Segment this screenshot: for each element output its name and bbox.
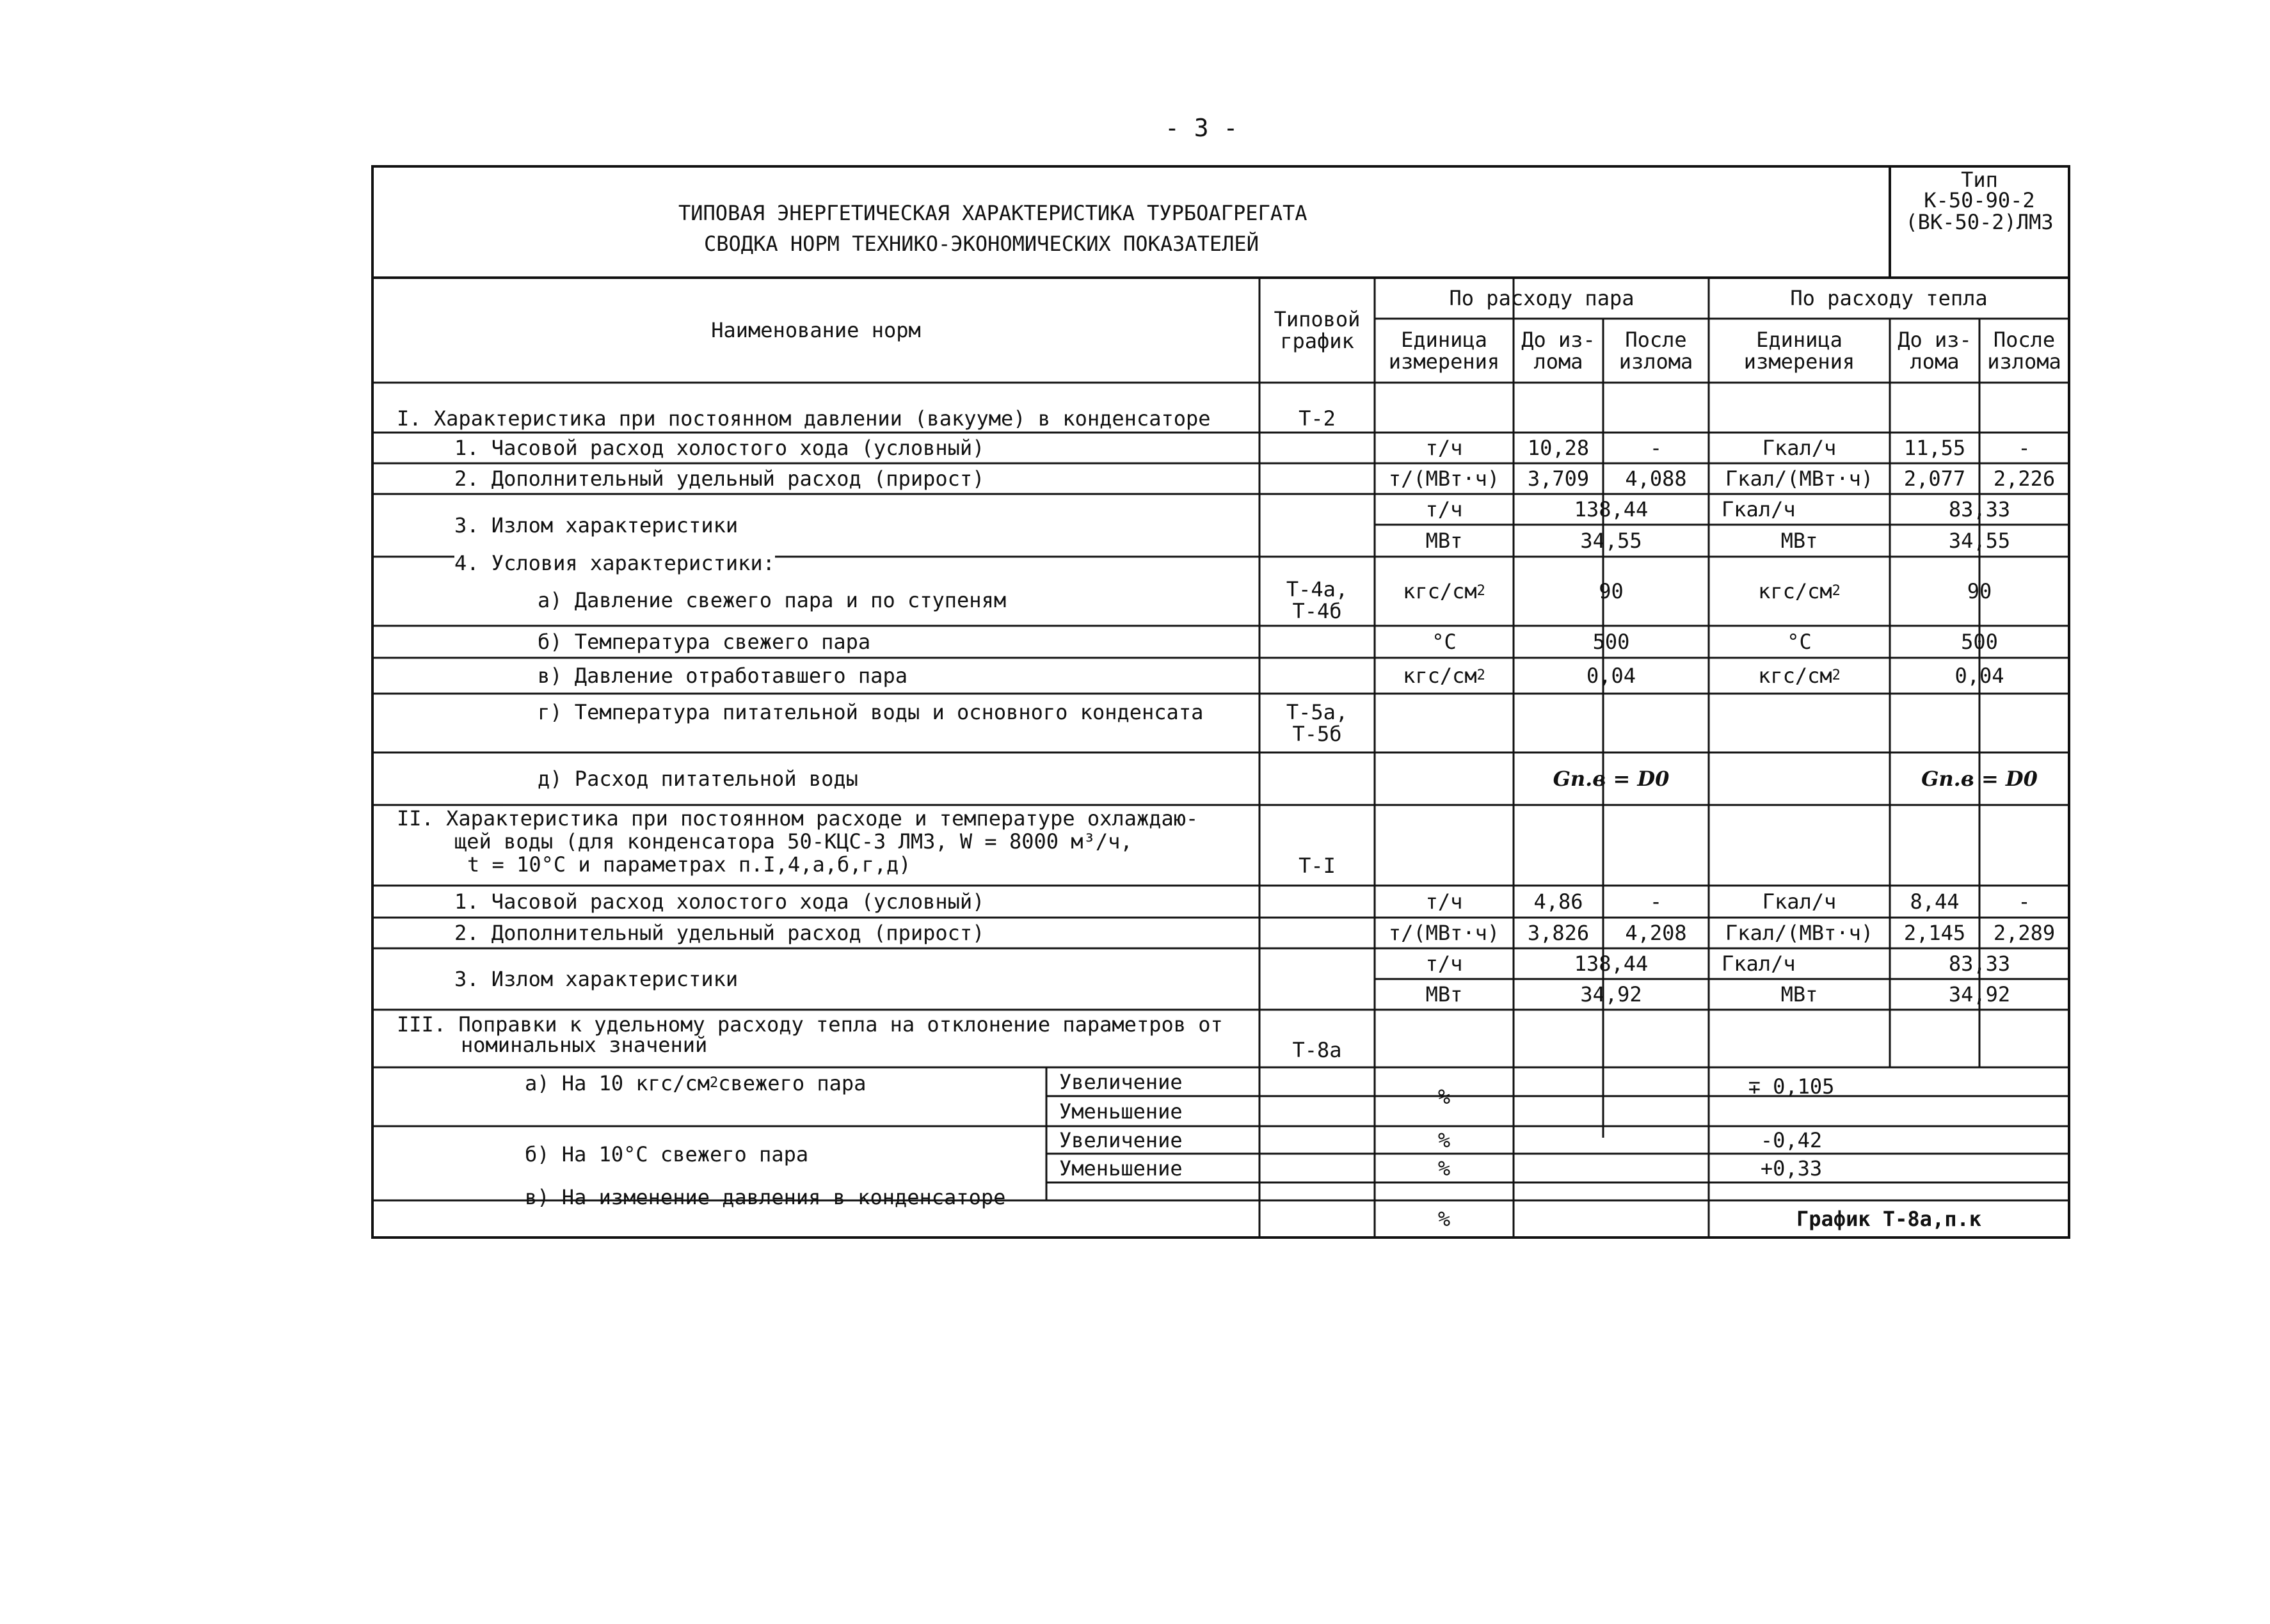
s1-row2-label: 2. Дополнительный удельный расход (прирост) — [454, 466, 985, 491]
s3-b-inc-unit: % — [1437, 1127, 1451, 1152]
col-steam-header: По расходу пара — [1449, 286, 1635, 310]
s1-row4d-steam-val: Gп.в = D0 — [1553, 767, 1670, 791]
s2-row1-steam-before: 4,86 — [1533, 889, 1583, 914]
s2-row1-heat-after: - — [2018, 889, 2031, 914]
col-name-header: Наименование норм — [711, 318, 921, 342]
s3-v-label: в) На изменение давления в конденсаторе — [525, 1185, 1006, 1209]
s1-row1-heat-before: 11,55 — [1903, 436, 1966, 460]
s2-row1-label: 1. Часовой расход холостого хода (условный) — [454, 889, 985, 914]
s1-row3-heat-val1: 83,33 — [1948, 497, 2011, 521]
s2-row3-steam-val2: 34,92 — [1580, 982, 1642, 1007]
s1-row4a-steam-unit: кгс/см 2 — [1403, 579, 1485, 603]
s1-row4g-graph: Т-5а, Т-5б — [1286, 700, 1348, 746]
s2-row3-steam-val1: 138,44 — [1574, 951, 1649, 976]
s1-row3-steam-unit2: МВт — [1425, 529, 1463, 553]
s1-row4a-label: а) Давление свежего пара и по ступеням — [538, 588, 1007, 612]
s2-row3-heat-unit2: МВт — [1780, 982, 1818, 1007]
s1-row4a-heat-unit: кгс/см 2 — [1758, 579, 1841, 603]
col-graph-header: Типовой график — [1274, 307, 1361, 353]
s3-a-decrease: Уменьшение — [1059, 1099, 1183, 1124]
s1-row2-heat-after: 2,226 — [1993, 466, 2056, 491]
s3-b-label: б) На 10°C свежего пара — [525, 1142, 809, 1166]
s1-row3-heat-unit1: Гкал/ч — [1722, 497, 1796, 521]
s3-v-value: График Т-8а,п.к — [1796, 1207, 1981, 1231]
norms-table — [371, 165, 2070, 1239]
s1-row4a-graph: Т-4а, Т-4б — [1286, 577, 1348, 623]
s3-v-unit: % — [1437, 1207, 1451, 1231]
s1-row4b-heat-unit: °C — [1787, 630, 1812, 654]
s2-row2-steam-after: 4,208 — [1625, 921, 1687, 945]
s3-a-unit: % — [1437, 1085, 1451, 1109]
s3-a-value: ∓ 0,105 — [1748, 1074, 1835, 1099]
s2-row2-heat-unit: Гкал/(МВт·ч) — [1725, 921, 1874, 945]
s2-row3-heat-val1: 83,33 — [1948, 951, 2011, 976]
s2-row2-label: 2. Дополнительный удельный расход (прирост) — [454, 921, 985, 945]
col-steam-after: После излома — [1619, 328, 1693, 374]
s2-row1-heat-before: 8,44 — [1910, 889, 1960, 914]
s1-row4b-heat-val: 500 — [1961, 630, 1998, 654]
s2-row2-steam-unit: т/(МВт·ч) — [1388, 921, 1500, 945]
section-2-line1: II. Характеристика при постоянном расходе и температуре охлаждаю- — [397, 806, 1199, 831]
s1-row4v-heat-unit: кгс/см 2 — [1758, 664, 1841, 688]
section-3-line2: номинальных значений — [461, 1033, 708, 1057]
s1-row1-heat-after: - — [2018, 436, 2031, 460]
s2-row1-steam-after: - — [1649, 889, 1663, 914]
s3-b-increase: Увеличение — [1059, 1127, 1183, 1152]
s1-row4v-heat-val: 0,04 — [1954, 664, 2004, 688]
s2-row3-heat-unit1: Гкал/ч — [1722, 951, 1796, 976]
s2-row2-steam-before: 3,826 — [1527, 921, 1590, 945]
s1-row4d-label: д) Расход питательной воды — [538, 767, 858, 791]
s1-row1-label: 1. Часовой расход холостого хода (условный) — [454, 436, 985, 460]
type-line2: (ВК-50-2)ЛМЗ — [1905, 210, 2054, 234]
s1-row1-steam-before: 10,28 — [1527, 436, 1590, 460]
s1-row3-steam-unit1: т/ч — [1425, 497, 1463, 521]
s1-row2-heat-unit: Гкал/(МВт·ч) — [1725, 466, 1874, 491]
section-1-title: I. Характеристика при постоянном давлении (вакууме) в конденсаторе — [397, 406, 1211, 431]
s2-row3-heat-val2: 34,92 — [1948, 982, 2011, 1007]
s3-b-dec-value: +0,33 — [1760, 1156, 1823, 1181]
page-number: - 3 - — [1165, 114, 1238, 142]
s1-row4v-steam-val: 0,04 — [1586, 664, 1636, 688]
s1-row4g-label: г) Температура питательной воды и основного конденсата — [538, 700, 1204, 724]
s1-row2-steam-unit: т/(МВт·ч) — [1388, 466, 1500, 491]
s3-b-inc-value: -0,42 — [1760, 1127, 1823, 1152]
section-2-graph: Т-I — [1299, 854, 1336, 878]
s1-row3-heat-unit2: МВт — [1780, 529, 1818, 553]
s1-row3-label: 3. Излом характеристики — [454, 513, 739, 537]
type-line1: К-50-90-2 — [1924, 188, 2035, 212]
section-3-line1: III. Поправки к удельному расходу тепла на отклонение параметров от — [397, 1012, 1223, 1037]
col-steam-unit: Единица измерения — [1388, 328, 1500, 374]
s2-row2-heat-after: 2,289 — [1993, 921, 2056, 945]
section-1-graph: Т-2 — [1299, 406, 1336, 431]
section-2-line3: t = 10°C и параметрах п.I,4,а,б,г,д) — [467, 852, 911, 877]
s1-row2-heat-before: 2,077 — [1903, 466, 1966, 491]
s1-row4b-steam-val: 500 — [1592, 630, 1630, 654]
col-heat-unit: Единица измерения — [1743, 328, 1855, 374]
s1-row4b-label: б) Температура свежего пара — [538, 630, 871, 654]
s3-b-dec-unit: % — [1437, 1156, 1451, 1181]
s1-row1-steam-unit: т/ч — [1425, 436, 1463, 460]
col-heat-header: По расходу тепла — [1790, 286, 1988, 310]
type-label: Тип — [1961, 168, 1998, 192]
s1-row3-heat-val2: 34,55 — [1948, 529, 2011, 553]
col-steam-before: До из-лома — [1521, 328, 1595, 374]
s3-b-decrease: Уменьшение — [1059, 1156, 1183, 1181]
s2-row3-steam-unit2: МВт — [1425, 982, 1463, 1007]
s1-row1-steam-after: - — [1649, 436, 1663, 460]
table-title-line1: ТИПОВАЯ ЭНЕРГЕТИЧЕСКАЯ ХАРАКТЕРИСТИКА ТУРБОАГРЕГАТА — [678, 201, 1307, 225]
s1-row4d-heat-val: Gп.в = D0 — [1921, 767, 2038, 791]
s2-row1-heat-unit: Гкал/ч — [1762, 889, 1837, 914]
section-2-line2: щей воды (для конденсатора 50-КЦС-3 ЛМЗ, W = 8000 м³/ч, — [454, 829, 1133, 854]
s3-a-label: а) На 10 кгс/см 2 свежего пара — [525, 1071, 867, 1095]
s1-row3-steam-val2: 34,55 — [1580, 529, 1642, 553]
table-title-line2: СВОДКА НОРМ ТЕХНИКО-ЭКОНОМИЧЕСКИХ ПОКАЗАТЕЛЕЙ — [704, 232, 1259, 256]
s1-row3-steam-val1: 138,44 — [1574, 497, 1649, 521]
s1-row4a-heat-val: 90 — [1967, 579, 1992, 603]
s1-row4b-steam-unit: °C — [1432, 630, 1457, 654]
s1-row1-heat-unit: Гкал/ч — [1762, 436, 1837, 460]
section-3-graph: Т-8а — [1292, 1038, 1342, 1062]
s1-row2-steam-after: 4,088 — [1625, 466, 1687, 491]
s1-row2-steam-before: 3,709 — [1527, 466, 1590, 491]
s3-a-increase: Увеличение — [1059, 1069, 1183, 1094]
col-heat-after: После излома — [1987, 328, 2061, 374]
s2-row1-steam-unit: т/ч — [1425, 889, 1463, 914]
s2-row3-label: 3. Излом характеристики — [454, 967, 739, 991]
s2-row2-heat-before: 2,145 — [1903, 921, 1966, 945]
s2-row3-steam-unit1: т/ч — [1425, 951, 1463, 976]
s1-row4v-label: в) Давление отработавшего пара — [538, 664, 907, 688]
s1-row4a-steam-val: 90 — [1599, 579, 1624, 603]
s1-row4-label: 4. Условия характеристики: — [454, 551, 775, 575]
s1-row4v-steam-unit: кгс/см 2 — [1403, 664, 1485, 688]
col-heat-before: До из-лома — [1898, 328, 1972, 374]
